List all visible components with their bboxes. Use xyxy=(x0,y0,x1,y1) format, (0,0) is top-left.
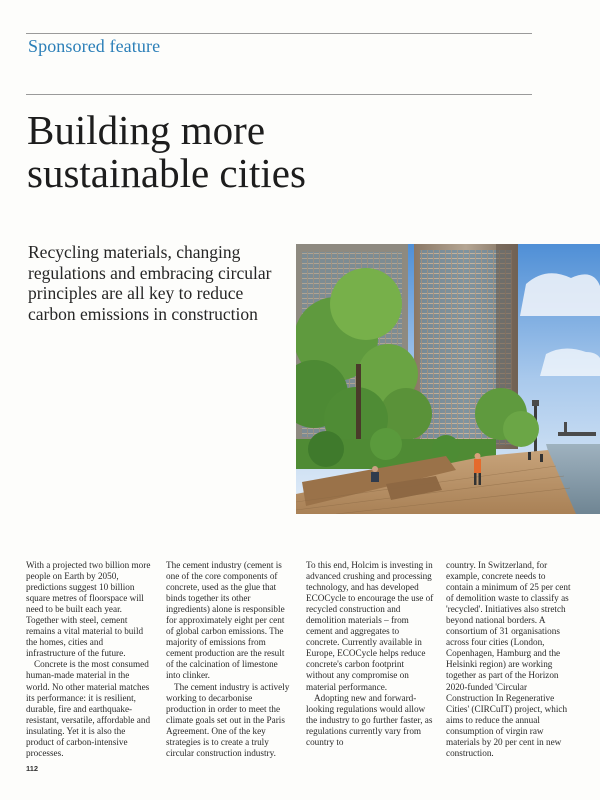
paragraph: The cement industry is actively working to decarbonise production in order to meet the climate goals set out in the Paris Agreement. One of the key strategies is to create a truly circular construction industry. xyxy=(166,681,290,758)
paragraph: To this end, Holcim is investing in advanced crushing and processing technology, and has developed ECOCycle to encourage the use of recycled construction and demolition materials – from cement and aggregates to concrete. Currently available in Europe, ECOCycle helps reduce concrete's carbon footprint without any compromise on material performance. xyxy=(306,560,434,692)
riverside-city-photo xyxy=(296,244,600,514)
page-number: 112 xyxy=(26,764,39,773)
body-column-1 xyxy=(26,560,154,759)
paragraph: country. In Switzerland, for example, concrete needs to contain a minimum of 25 per cent of demolition waste to classify as 'recycled'. Initiatives also stretch beyond national borders. A consortium of 31 organisations across four cities (London, Copenhagen, Hamburg and the Helsinki region) are working together as part of the Horizon 2020-funded 'Circular Construction In Regenerative Cities' (CIRCuIT) project, which aims to reduce the annual consumption of virgin raw materials by 20 per cent in new construction. xyxy=(446,560,571,758)
paragraph: With a projected two billion more people on Earth by 2050, predictions suggest 10 billion square metres of floorspace will need to be built each year. Together with steel, cement remains a vital material to build the homes, cities and infrastructure of the future. xyxy=(26,560,151,659)
body-column-2 xyxy=(166,560,294,759)
body-column-3 xyxy=(306,560,434,759)
paragraph: Concrete is the most consumed human-made material in the world. No other material matches its performance: it is resilient, durable, fire and earthquake-resistant, versatile, affordable and insulating. Yet it is also the product of carbon-intensive processes. xyxy=(26,659,151,758)
body-column-4 xyxy=(446,560,574,759)
body-columns xyxy=(26,560,576,759)
sponsored-kicker: Sponsored feature xyxy=(28,36,161,56)
kicker-rule xyxy=(26,94,532,95)
paragraph: The cement industry (cement is one of the core components of concrete, used as the glue that binds together its other ingredients) alone is responsible for approximately eight per cent of global carbon emissions. The majority of emissions from cement production are the result of the calcination of limestone into clinker. xyxy=(166,560,285,681)
paragraph: Adopting new and forward-looking regulations would allow the industry to go further faster, as regulations currently vary from country to xyxy=(306,692,433,747)
top-rule xyxy=(26,33,532,34)
article-standfirst: Recycling materials, changing regulations and embracing circular principles are all key to reduce carbon emissions in construction xyxy=(28,242,272,324)
article-headline: Building more sustainable cities xyxy=(27,107,306,196)
